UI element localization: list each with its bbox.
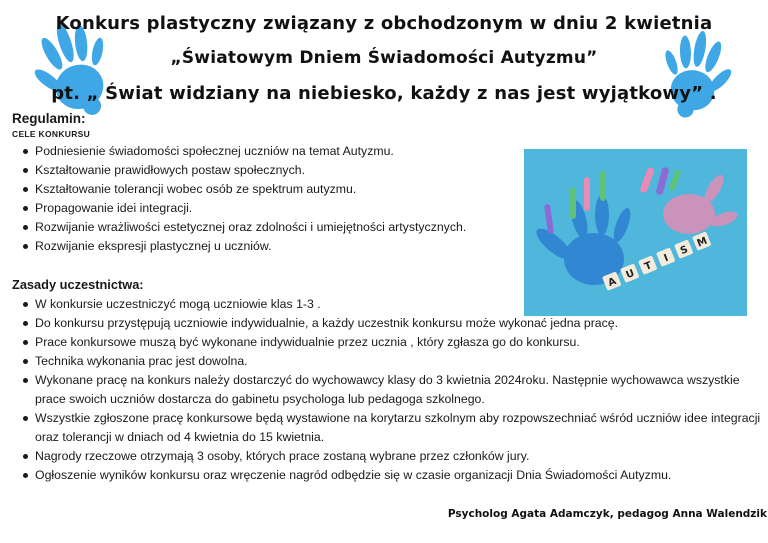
header-theme: pt. „ Świat widziany na niebiesko, każdy z nas jest wyjątkowy” . xyxy=(51,83,717,104)
list-item: W konkursie uczestniczyć mogą uczniowie klas 1-3 . xyxy=(12,295,768,314)
header-title: Konkurs plastyczny związany z obchodzonym w dniu 2 kwietnia xyxy=(55,13,713,34)
list-item: Wszystkie zgłoszone pracę konkursowe będą wystawione na korytarzu szkolnym aby rozpowszechniać wśród uczniów idee integracji oraz tolerancji w dniach od 4 kwietnia do 15 kwietnia. xyxy=(12,409,768,447)
signature: Psycholog Agata Adamczyk, pedagog Anna Walendzik xyxy=(447,508,767,520)
tile-letter: M xyxy=(695,235,709,250)
list-item: Nagrody rzeczowe otrzymają 3 osoby, których prace zostaną wybrane przez członków jury. xyxy=(12,447,768,466)
list-item: Do konkursu przystępują uczniowie indywidualnie, a każdy uczestnik konkursu może wykonać jedna pracę. xyxy=(12,314,768,333)
list-item: Kształtowanie prawidłowych postaw społecznych. xyxy=(12,161,768,180)
tile-letter: S xyxy=(678,244,690,257)
list-item: Prace konkursowe muszą być wykonane indywidualnie przez ucznia , który zgłasza go do konkursu. xyxy=(12,333,768,352)
tile-letter: U xyxy=(624,267,637,282)
list-item: Podniesienie świadomości społecznej uczniów na temat Autyzmu. xyxy=(12,142,768,161)
list-item: Kształtowanie tolerancji wobec osób ze spektrum autyzmu. xyxy=(12,180,768,199)
list-item: Rozwijanie ekspresji plastycznej u uczniów. xyxy=(12,237,768,256)
header xyxy=(0,6,768,111)
list-item: Technika wykonania prac jest dowolna. xyxy=(12,352,768,371)
header-subtitle: „Światowym Dniem Świadomości Autyzmu” xyxy=(170,48,598,68)
goals-heading: CELE KONKURSU xyxy=(12,129,91,139)
rules-heading: Zasady uczestnictwa: xyxy=(12,277,144,292)
painted-hands-image xyxy=(524,149,747,316)
list-item: Rozwijanie wrażliwości estetycznej oraz zdolności i umiejętności artystycznych. xyxy=(12,218,768,237)
tile-letter: I xyxy=(662,252,671,265)
list-item: Ogłoszenie wyników konkursu oraz wręczenie nagród odbędzie się w czasie organizacji Dnia Świadomości Autyzmu. xyxy=(12,466,768,485)
list-item: Wykonane pracę na konkurs należy dostarczyć do wychowawcy klasy do 3 kwietnia 2024roku. Następnie wychowawca wszystkie prace swoich uczniów dostarcza do gabinetu psychologa lub pedagoga szkolnego. xyxy=(12,371,768,409)
tile-letter: A xyxy=(606,275,618,290)
autism-photo xyxy=(524,149,747,316)
regulamin-heading: Regulamin: xyxy=(12,111,86,126)
tile-letter: T xyxy=(643,260,654,273)
list-item: Propagowanie idei integracji. xyxy=(12,199,768,218)
rules-list xyxy=(12,295,768,485)
